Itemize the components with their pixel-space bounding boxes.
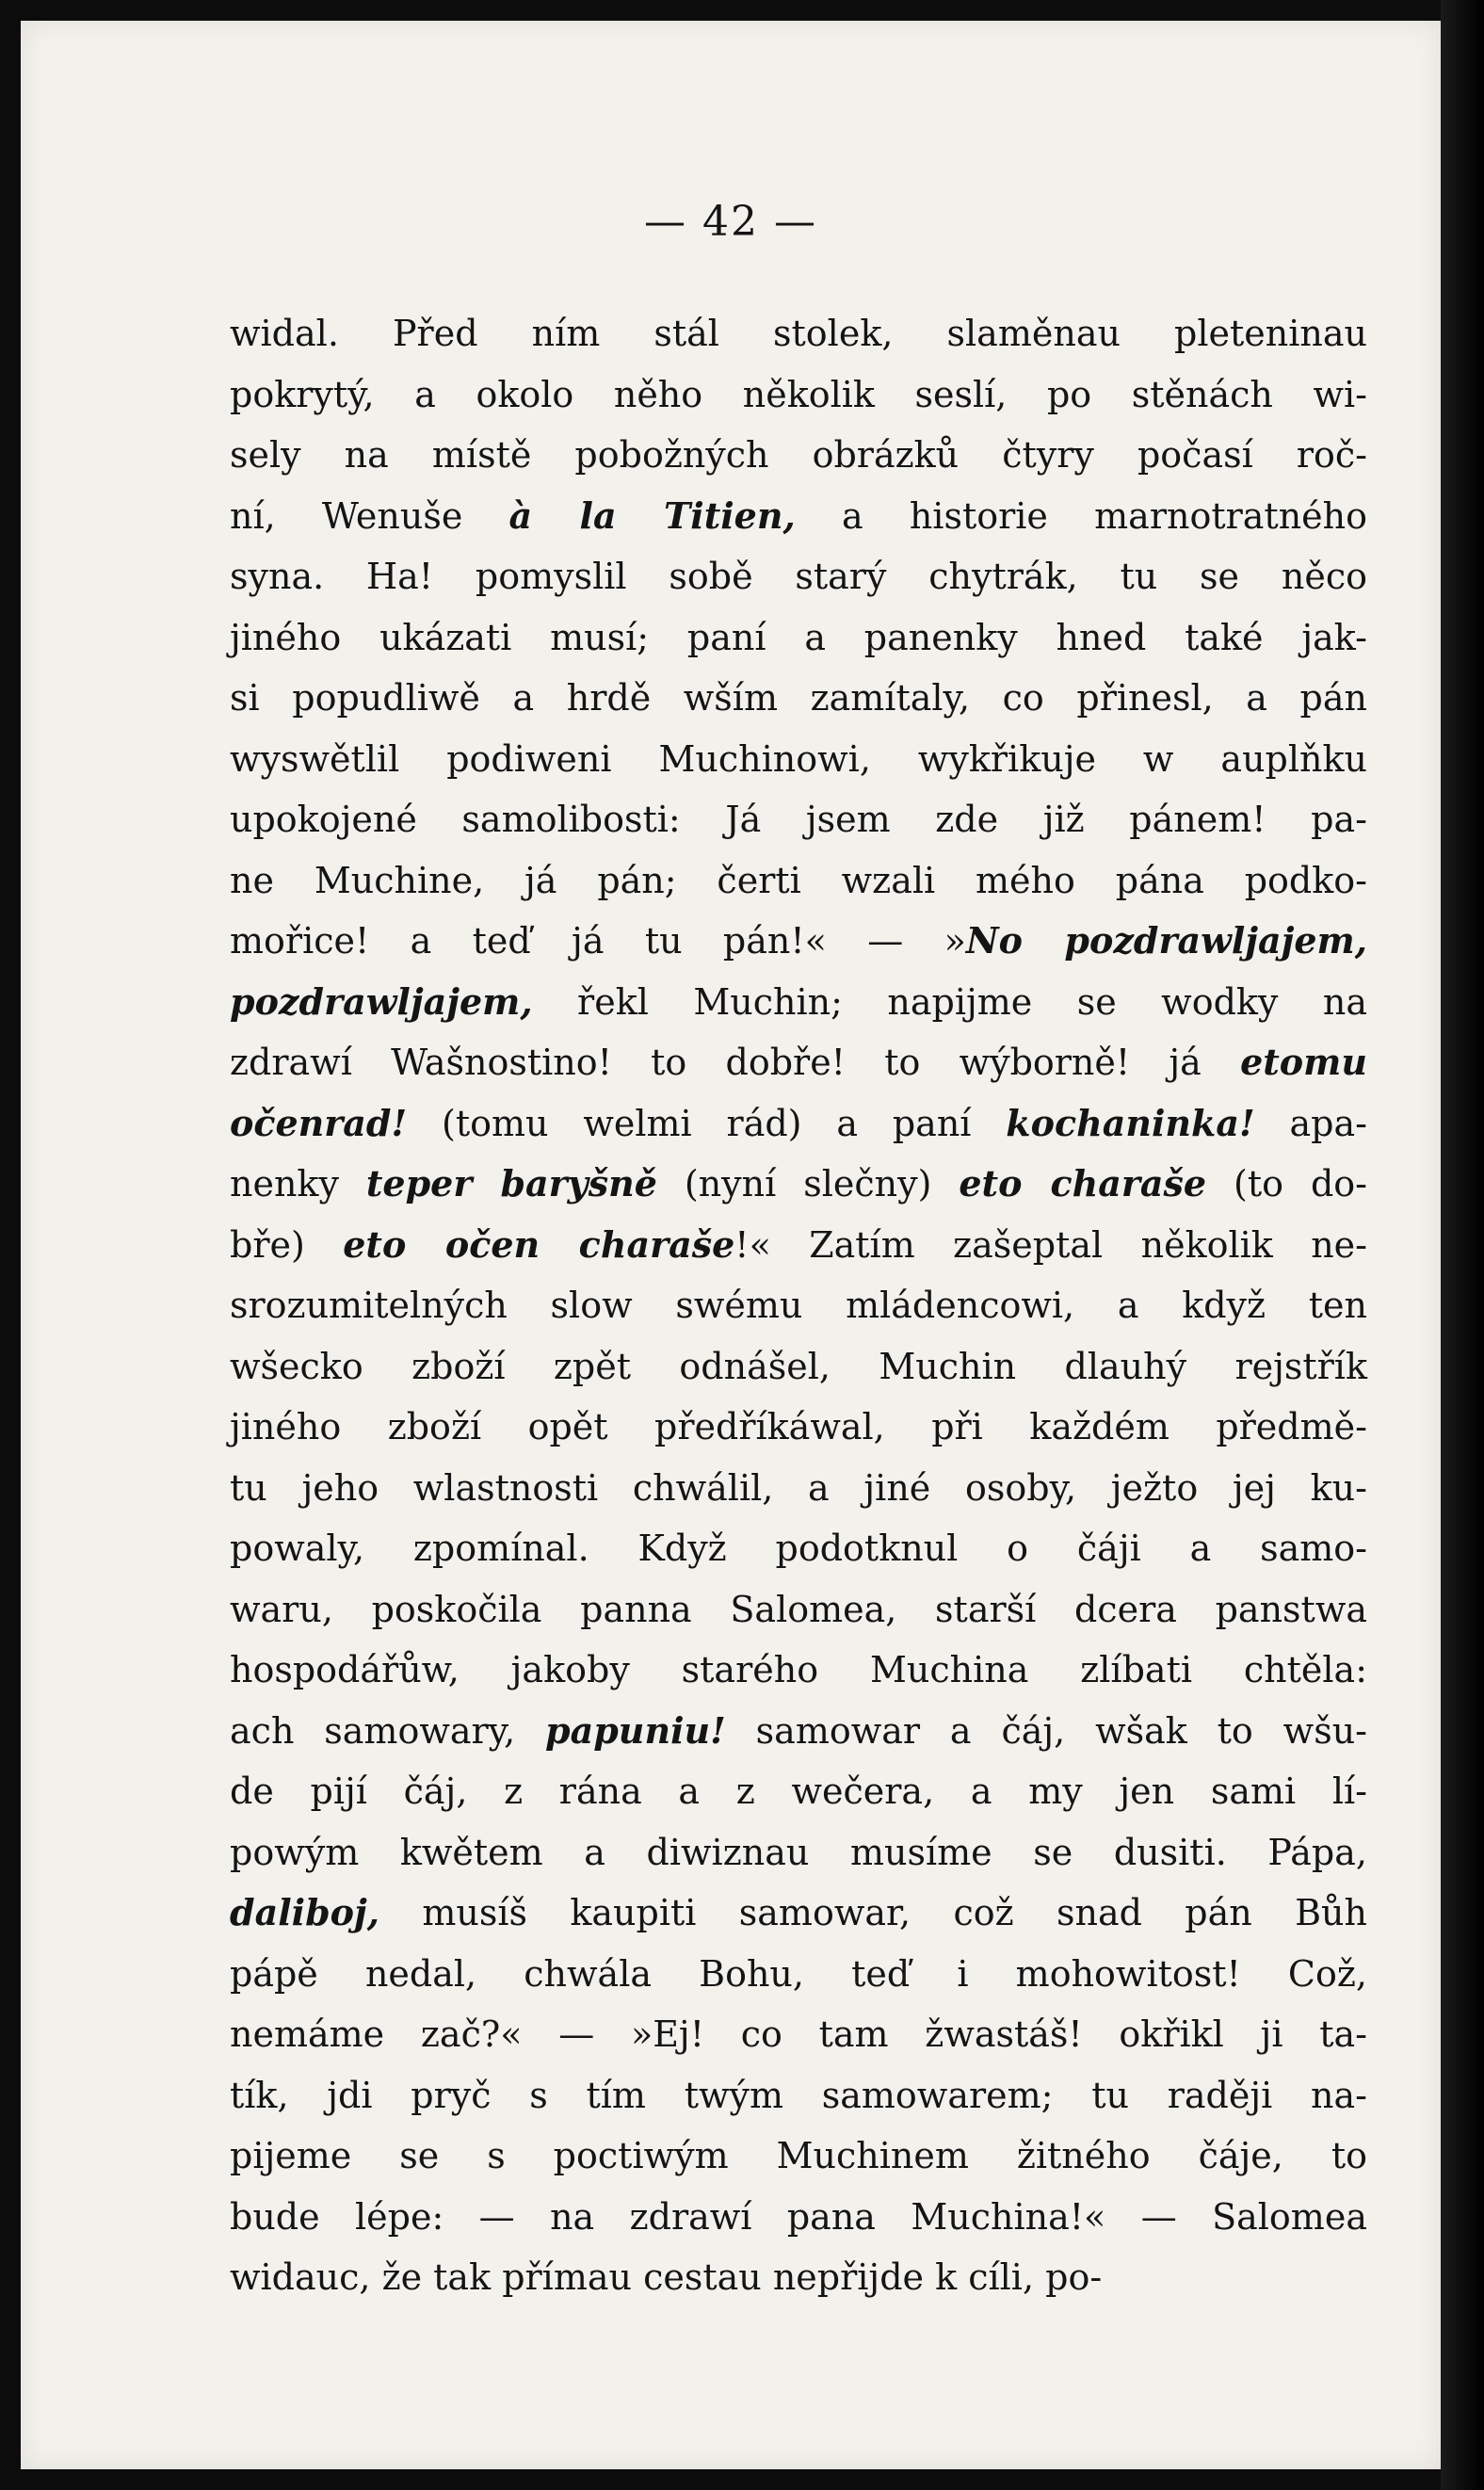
text-line: pápě nedal, chwála Bohu, teď i mohowitost! Což, [230,1952,1367,1995]
book-page [21,21,1441,2469]
text-line: widauc, že tak přímau cestau nepřijde k cíli, po- [230,2256,1103,2298]
emphasis: teper baryšně [365,1162,657,1205]
text-line: upokojené samolibosti: Já jsem zde již pánem! pa- [230,799,1367,840]
emphasis: eto očen charaše [343,1222,735,1266]
emphasis: etomu [1240,1041,1367,1083]
text-line: powým kwětem a diwiznau musíme se dusiti. Pápa, [230,1831,1367,1873]
text-line: wšecko zboží zpět odnášel, Muchin dlauhý rejstřík [230,1345,1367,1387]
text-line: tu jeho wlastnosti chwálil, a jiné osoby, ježto jej ku- [230,1466,1367,1509]
text-line: powaly, zpomínal. Když podotknul o čáji a samo- [230,1528,1367,1569]
emphasis: à la Titien, [508,493,796,537]
text-line: očenrad! (tomu welmi rád) a paní kochaninka! apa- [230,1101,1368,1144]
emphasis: papuniu! [545,1708,726,1752]
emphasis: No pozdrawljajem, [965,919,1367,962]
text-line: srozumitelných slow swému mládencowi, a když ten [230,1285,1367,1326]
text-line: pijeme se s poctiwým Muchinem žitného čáje, to [230,2135,1367,2176]
text-line: tík, jdi pryč s tím twým samowarem; tu raději na- [230,2074,1367,2116]
text-line: widal. Před ním stál stolek, slaměnau pleteninau [230,313,1367,354]
text-line: de pijí čáj, z rána a z wečera, a my jen sami lí- [230,1770,1367,1812]
text-line: bude lépe: — na zdrawí pana Muchina!« — Salomea [230,2195,1367,2238]
text-line: pozdrawljajem, řekl Muchin; napijme se wodky na [230,979,1367,1023]
text-line: daliboj, musíš kaupiti samowar, což snad pán Bůh [230,1891,1367,1933]
text-line: nenky teper baryšně (nyní slečny) eto charaše (to do- [230,1162,1367,1205]
text-line: nemáme zač?« — »Ej! co tam žwastáš! okřikl ji ta- [230,2013,1367,2055]
text-line: hospodářůw, jakoby starého Muchina zlíbati chtěla: [230,1649,1367,1690]
scan-edge [1441,0,1484,2490]
text-line: ach samowary, papuniu! samowar a čáj, wšak to wšu- [230,1708,1368,1752]
emphasis: pozdrawljajem, [230,979,533,1023]
emphasis: daliboj, [230,1891,379,1933]
text-line: ní, Wenuše à la Titien, a historie marnotratného [230,493,1368,537]
text-line: waru, poskočila panna Salomea, starší dcera panstwa [230,1588,1367,1630]
page-number: — 42 — [644,198,817,246]
text-line: zdrawí Wašnostino! to dobře! to wýborně! já etomu [230,1041,1367,1083]
body-text [230,303,1367,2308]
text-line: bře) eto očen charaše!« Zatím zašeptal několik ne- [230,1222,1368,1266]
text-line: ne Muchine, já pán; čerti wzali mého pána podko- [230,859,1367,901]
emphasis: eto charaše [959,1162,1207,1205]
emphasis: očenrad! [230,1101,408,1144]
text-line: mořice! a teď já tu pán!« — »No pozdrawljajem, [230,919,1367,962]
text-line: wyswětlil podiweni Muchinowi, wykřikuje w auplňku [230,737,1367,780]
text-line: jiného ukázati musí; paní a panenky hned také jak- [230,616,1367,658]
text-line: jiného zboží opět předříkáwal, při každém předmě- [230,1406,1367,1447]
text-line: syna. Ha! pomyslil sobě starý chytrák, tu se něco [230,556,1367,597]
text-line: sely na místě pobožných obrázků čtyry počasí roč- [230,434,1367,476]
emphasis: kochaninka! [1006,1101,1255,1144]
text-line: si popudliwě a hrdě wším zamítaly, co přinesl, a pán [230,677,1367,719]
text-line: pokrytý, a okolo něho několik seslí, po stěnách wi- [230,373,1367,415]
